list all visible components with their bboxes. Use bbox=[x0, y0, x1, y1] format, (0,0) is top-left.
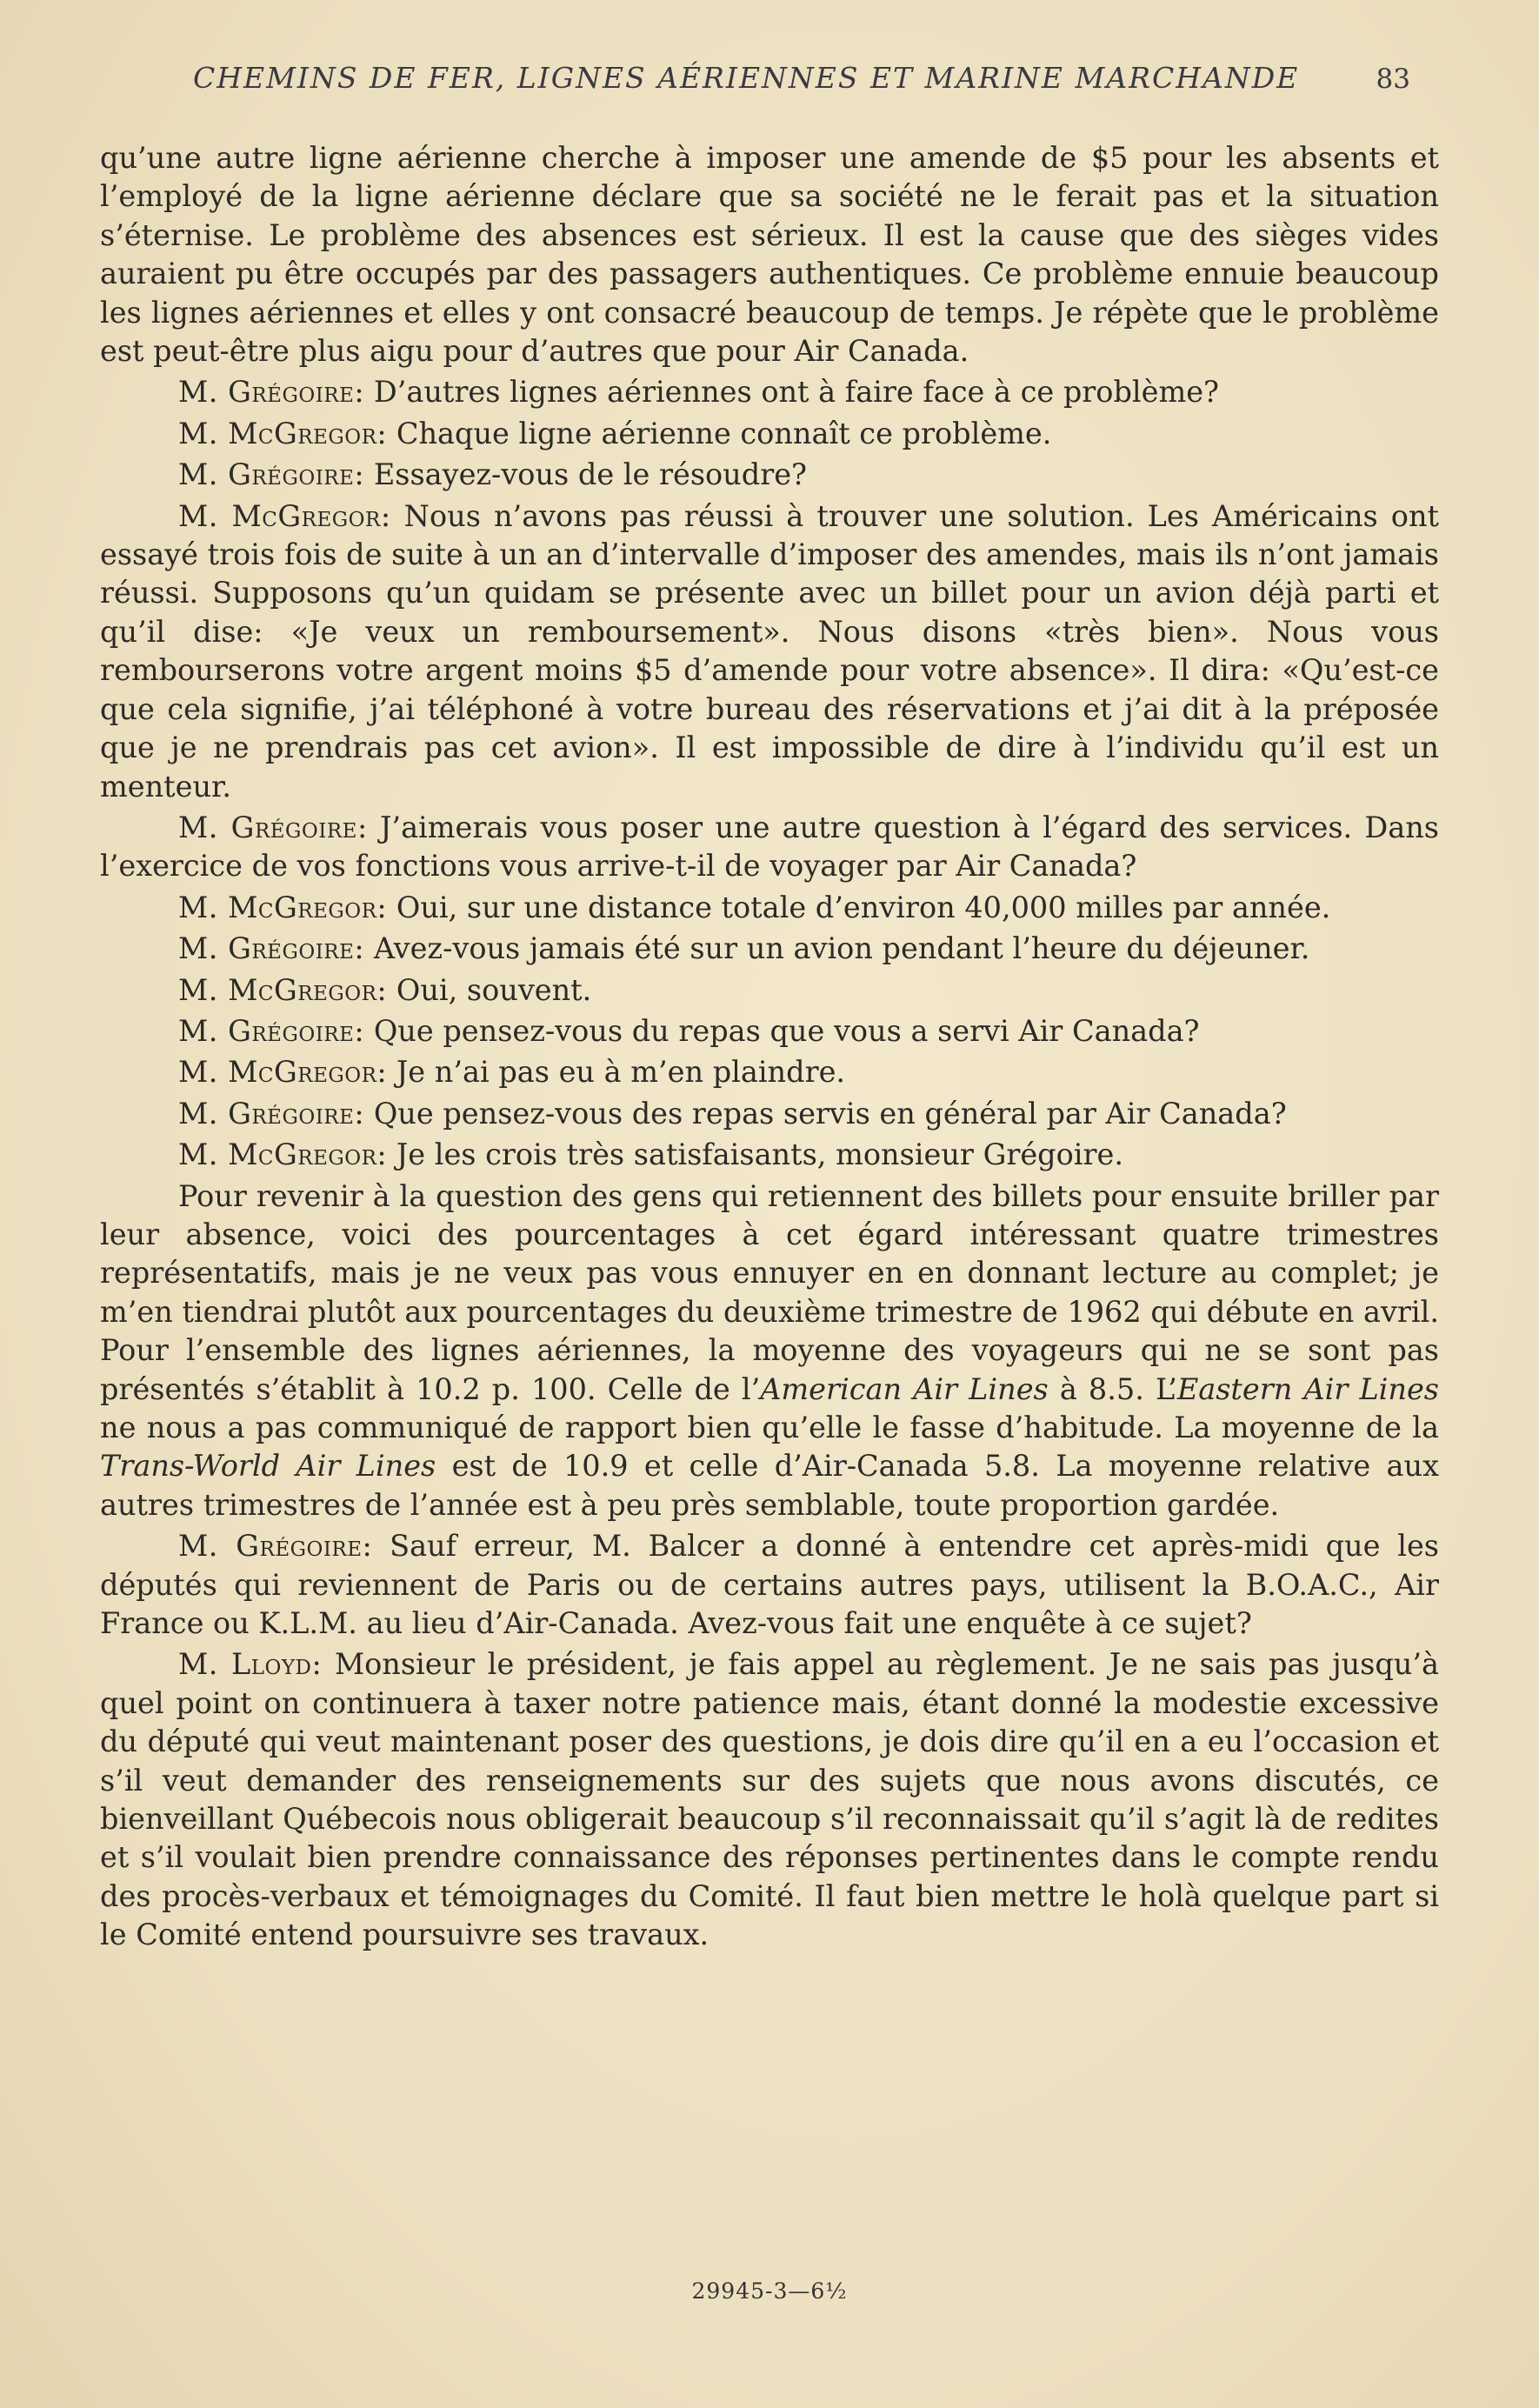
paragraph bbox=[100, 1527, 1439, 1643]
paragraph-text: qu’une autre ligne aérienne cherche à imposer une amende de $5 pour les absents et l’employé de la ligne aérienne déclare que sa société ne le ferait pas et la situation s’éternise. Le problème des absences est sérieux. Il est la cause que des sièges vides auraient pu être occupés par des passagers authentiques. Ce problème ennuie beaucoup les lignes aériennes et elles y ont consacré beaucoup de temps. Je répète que le problème est peut-être plus aigu pour d’autres que pour Air Canada. bbox=[100, 141, 1439, 369]
speaker-name: M. McGregor: bbox=[178, 416, 388, 450]
speech-text: J’aimerais vous poser une autre question à l’égard des services. Dans l’exercice de vos fonctions vous arrive-t-il de voyager par Air Canada? bbox=[100, 810, 1439, 884]
page-number: 83 bbox=[1376, 63, 1410, 95]
speech-text: Je les crois très satisfaisants, monsieur Grégoire. bbox=[387, 1137, 1123, 1172]
paragraph-text: Pour revenir à la question des gens qui retiennent des billets pour ensuite briller par leur absence, voici des pourcentages à cet égard intéressant quatre trimestres représentatifs, mais je ne veux pas vous ennuyer en en donnant lecture au complet; je m’en tiendrai plutôt aux pourcentages du deuxième trimestre de 1962 qui débute en avril. Pour l’ensemble des lignes aériennes, la moyenne des voyageurs qui ne se sont pas présentés s’établit à 10.2 p. 100. Celle de l’ bbox=[100, 1178, 1439, 1406]
speaker-name: M. Grégoire: bbox=[178, 457, 365, 492]
paragraph bbox=[100, 1136, 1439, 1174]
speech-text: Oui, sur une distance totale d’environ 40,000 milles par année. bbox=[387, 890, 1331, 924]
airline-name: Trans-World Air Lines bbox=[100, 1449, 436, 1484]
paragraph bbox=[100, 415, 1439, 453]
paragraph bbox=[100, 1095, 1439, 1133]
speech-text: D’autres lignes aériennes ont à faire face à ce problème? bbox=[364, 375, 1219, 410]
speech-text: Chaque ligne aérienne connaît ce problème. bbox=[387, 416, 1052, 450]
speaker-name: M. Grégoire: bbox=[178, 1529, 373, 1564]
speech-text: Essayez-vous de le résoudre? bbox=[364, 457, 808, 492]
paragraph bbox=[100, 1645, 1439, 1954]
airline-name: American Air Lines bbox=[760, 1371, 1049, 1406]
speaker-name: M. McGregor: bbox=[178, 890, 388, 924]
speech-text: Je n’ai pas eu à m’en plaindre. bbox=[387, 1055, 846, 1090]
paragraph bbox=[100, 139, 1439, 370]
paragraph bbox=[100, 889, 1439, 927]
paragraph bbox=[100, 1177, 1439, 1525]
speaker-name: M. Grégoire: bbox=[178, 1013, 365, 1048]
paragraph bbox=[100, 373, 1439, 411]
paragraph bbox=[100, 930, 1439, 968]
paragraph bbox=[100, 1012, 1439, 1051]
running-head: CHEMINS DE FER, LIGNES AÉRIENNES ET MARINE MARCHANDE bbox=[193, 61, 1300, 95]
speaker-name: M. Lloyd: bbox=[178, 1647, 323, 1682]
body-text bbox=[100, 139, 1439, 1958]
airline-name: Eastern Air Lines bbox=[1176, 1371, 1439, 1406]
paragraph bbox=[100, 809, 1439, 886]
speaker-name: M. Grégoire: bbox=[178, 375, 365, 410]
page-header bbox=[193, 61, 1410, 95]
speaker-name: M. Grégoire: bbox=[178, 931, 365, 966]
speaker-name: M. McGregor: bbox=[178, 972, 388, 1007]
paragraph bbox=[100, 456, 1439, 494]
paragraph bbox=[100, 497, 1439, 806]
speech-text: Que pensez-vous des repas servis en général par Air Canada? bbox=[364, 1096, 1287, 1131]
speech-text: Avez-vous jamais été sur un avion pendant l’heure du déjeuner. bbox=[364, 931, 1310, 966]
speech-text: Sauf erreur, M. Balcer a donné à entendre cet après-midi que les députés qui reviennent de Paris ou de certains autres pays, utilisent la B.O.A.C., Air France ou K.L.M. au lieu d’Air-Canada. Avez-vous fait une enquête à ce sujet? bbox=[100, 1529, 1439, 1641]
speech-text: Oui, souvent. bbox=[387, 972, 592, 1007]
speech-text: Nous n’avons pas réussi à trouver une solution. Les Américains ont essayé trois fois de suite à un an d’intervalle d’imposer des amendes, mais ils n’ont jamais réussi. Supposons qu’un quidam se présente avec un billet pour un avion déjà parti et qu’il dise: «Je veux un remboursement». Nous disons «très bien». Nous vous rembourserons votre argent moins $5 d’amende pour votre absence». Il dira: «Qu’est-ce que cela signifie, j’ai téléphoné à votre bureau des réservations et j’ai dit à la préposée que je ne prendrais pas cet avion». Il est impossible de dire à l’individu qu’il est un menteur. bbox=[100, 498, 1439, 804]
paragraph-text: ne nous a pas communiqué de rapport bien qu’elle le fasse d’habitude. La moyenne de la bbox=[100, 1411, 1439, 1444]
speech-text: Monsieur le président, je fais appel au règlement. Je ne sais pas jusqu’à quel point on continuera à taxer notre patience mais, étant donné la modestie excessive du député qui veut maintenant poser des questions, je dois dire qu’il en a eu l’occasion et s’il veut demander des renseignements sur des sujets que nous avons discutés, ce bienveillant Québecois nous obligerait beaucoup s’il reconnaissait qu’il s’agit là de redites et s’il voulait bien prendre connaissance des réponses pertinentes dans le compte rendu des procès-verbaux et témoignages du Comité. Il faut bien mettre le holà quelque part si le Comité entend poursuivre ses travaux. bbox=[100, 1647, 1439, 1952]
speaker-name: M. McGregor: bbox=[178, 498, 391, 533]
printer-signature: 29945-3—6½ bbox=[691, 2278, 848, 2304]
paragraph-text: est de 10.9 et celle d’Air-Canada 5.8. La moyenne relative aux autres trimestres de l’année est à peu près semblable, toute proportion gardée. bbox=[100, 1449, 1439, 1522]
paragraph bbox=[100, 1053, 1439, 1091]
speech-text: Que pensez-vous du repas que vous a servi Air Canada? bbox=[364, 1013, 1200, 1048]
paragraph bbox=[100, 971, 1439, 1010]
paragraph-text: à 8.5. L’ bbox=[1048, 1371, 1177, 1406]
speaker-name: M. Grégoire: bbox=[178, 1096, 365, 1131]
speaker-name: M. McGregor: bbox=[178, 1137, 388, 1172]
speaker-name: M. McGregor: bbox=[178, 1055, 388, 1090]
speaker-name: M. Grégoire: bbox=[178, 810, 368, 844]
